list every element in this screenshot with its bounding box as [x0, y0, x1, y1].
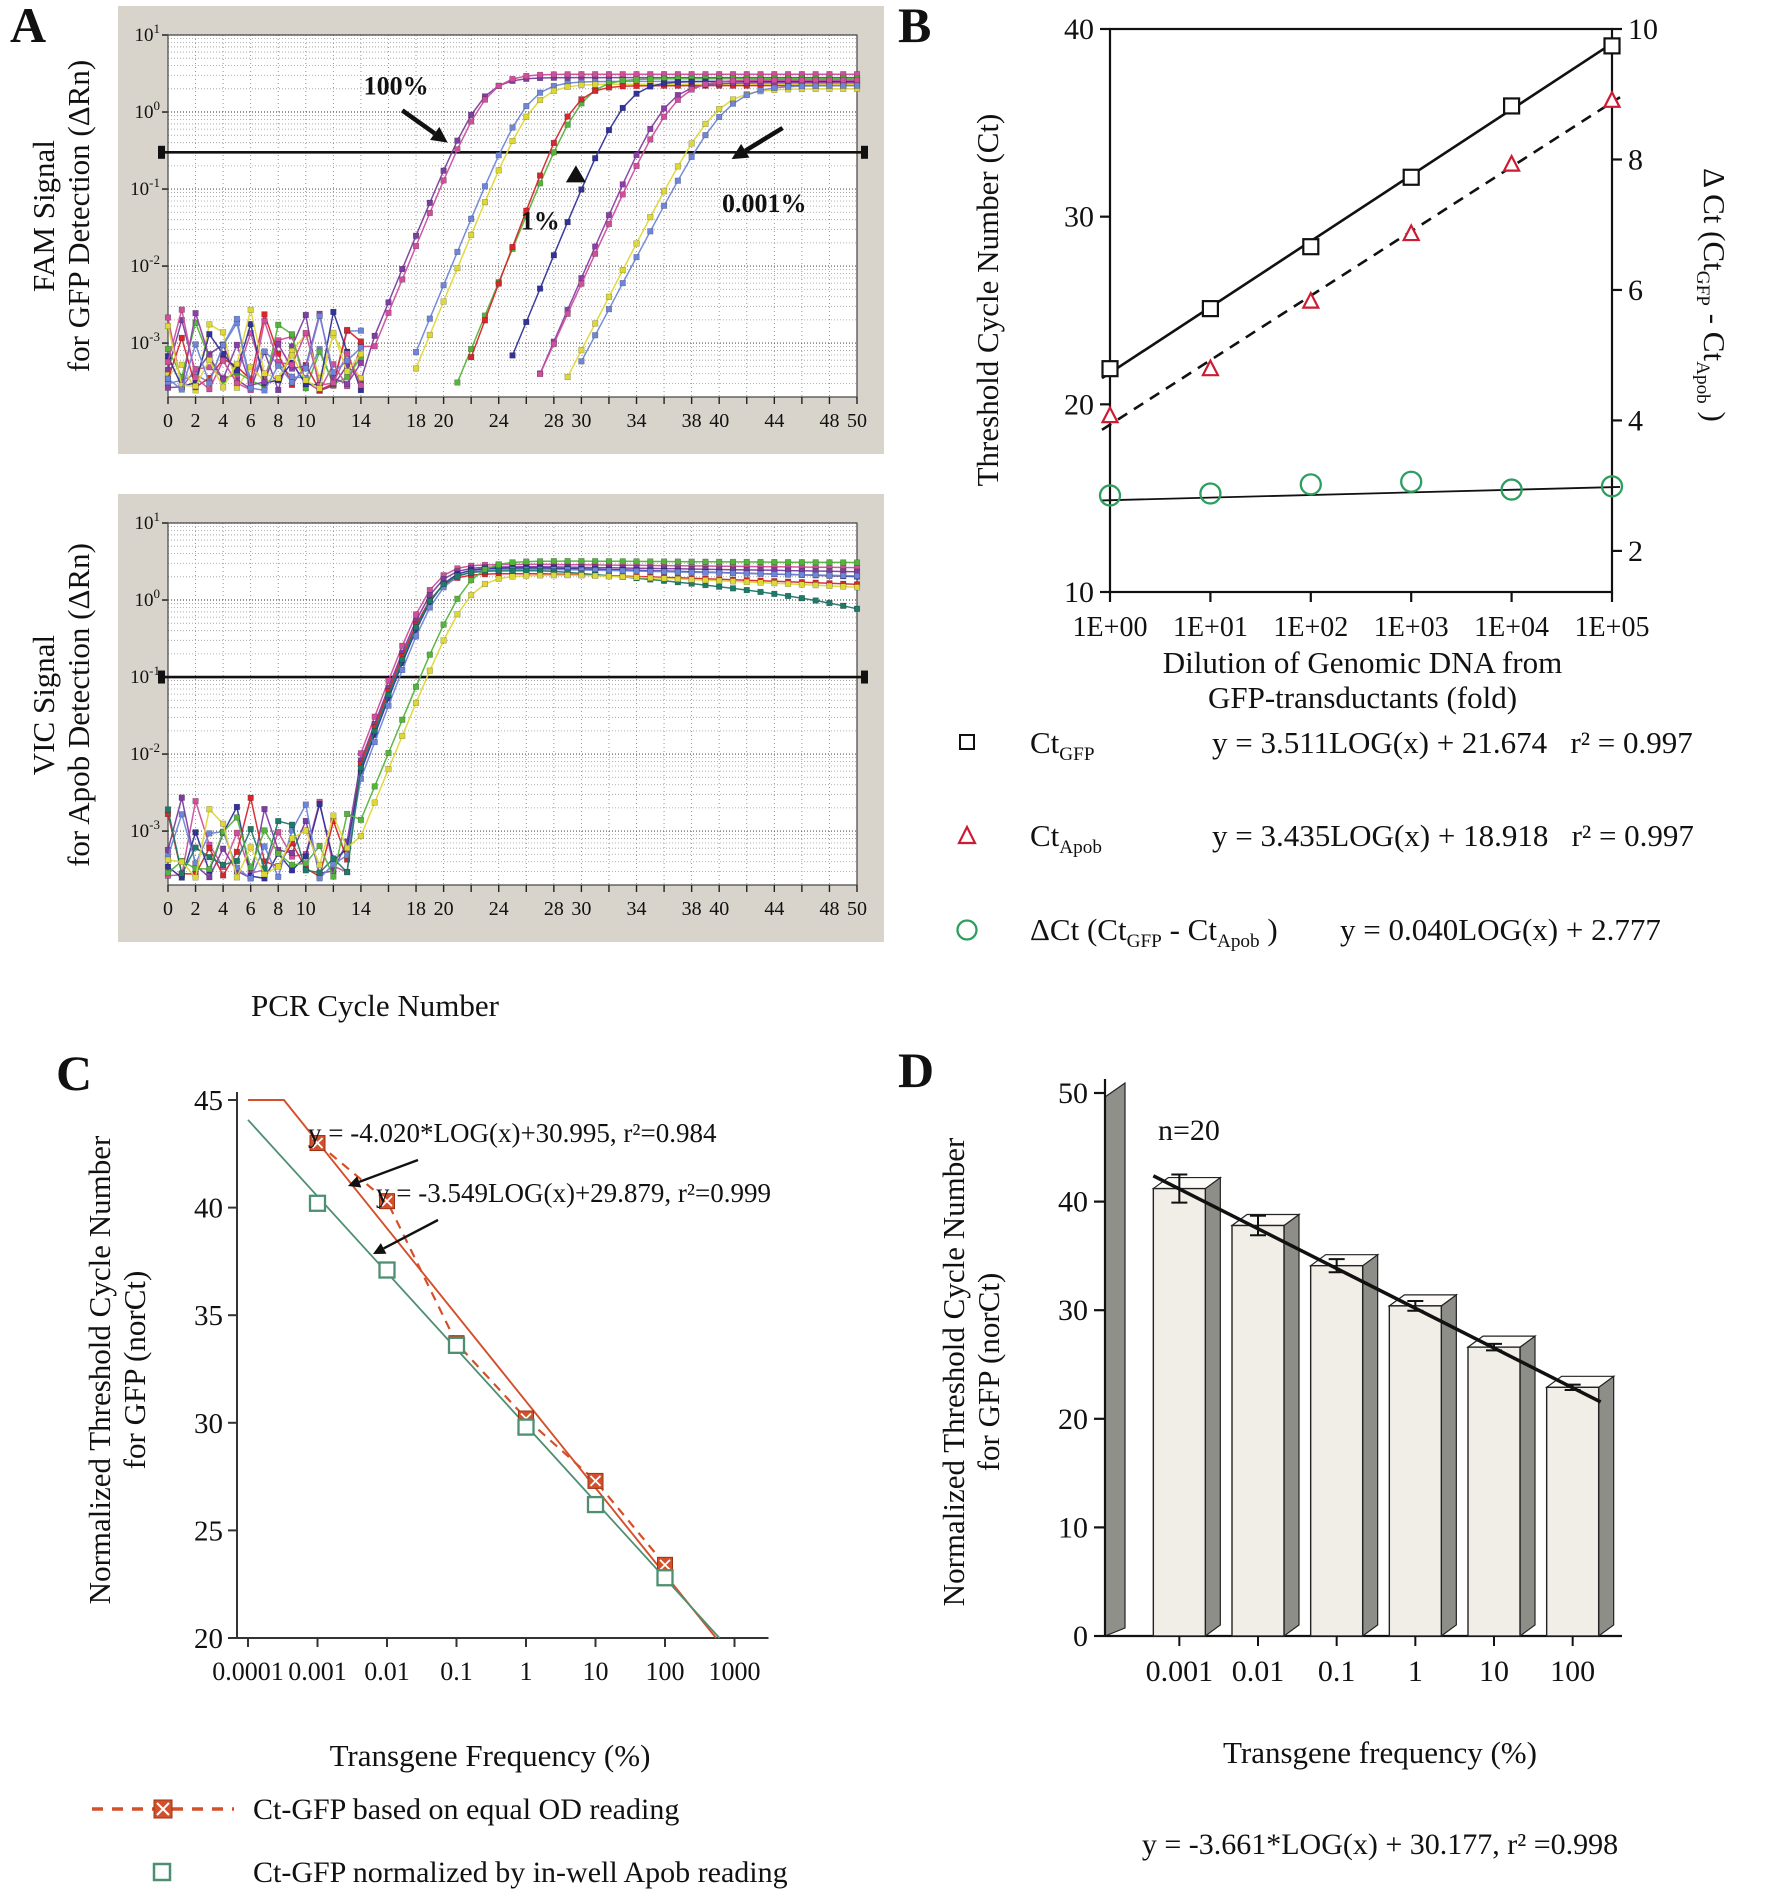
- open-green-square-icon: [148, 1858, 176, 1886]
- svg-text:8: 8: [273, 898, 284, 920]
- svg-text:10-2: $10^{-2}$: [130, 740, 160, 766]
- svg-text:48: 48: [819, 898, 840, 920]
- legend-row-ctapob: [940, 818, 1760, 858]
- svg-text:40: 40: [1058, 1185, 1088, 1219]
- svg-text:40: 40: [709, 410, 730, 432]
- panel-c-label: C: [56, 1045, 93, 1101]
- svg-text:10: 10: [1058, 1511, 1088, 1545]
- svg-text:10-3: $10^{-3}$: [130, 329, 160, 355]
- svg-text:35: 35: [194, 1300, 223, 1333]
- svg-text:40: 40: [1064, 13, 1094, 46]
- svg-text:100: $10^0$: [134, 586, 160, 612]
- svg-text:20: 20: [433, 898, 454, 920]
- svg-text:10: 10: [295, 410, 316, 432]
- ctgfp-open-square-icon: [952, 727, 982, 757]
- deltact-legend-label: ΔCt ($Ct_{GFP} - Ct_{Apob}$ ): [1030, 912, 1278, 953]
- deltact-equation: y = 0.040LOG(x) + 2.777: [1340, 912, 1661, 947]
- panel-b-x-axis-title: [1090, 645, 1635, 715]
- fam-ylabel-line2: for GFP Detection (ΔRn): [61, 59, 96, 373]
- vic-ylabel-line1: VIC Signal: [26, 634, 61, 776]
- panel-b-standard-curve-chart: [1040, 10, 1765, 660]
- svg-text:0.0001: 0.0001: [212, 1657, 284, 1686]
- deltact-open-circle-icon: [952, 914, 982, 944]
- svg-text:1000: 1000: [708, 1657, 761, 1686]
- svg-text:20: 20: [1058, 1402, 1088, 1436]
- svg-text:y = -4.020*LOG(x)+30.995, r²=0: y = -4.020*LOG(x)+30.995, r²=0.984: [308, 1118, 717, 1148]
- b-xlabel-line2: GFP-transductants (fold): [1207, 680, 1518, 715]
- svg-text:44: 44: [764, 898, 785, 920]
- panel-a-x-axis-title: PCR Cycle Number: [251, 988, 499, 1023]
- svg-text:1E+01: 1E+01: [1172, 612, 1248, 643]
- equal-od-legend-label: Ct-GFP based on equal OD reading: [253, 1793, 680, 1826]
- legend-row-ctgfp: [940, 725, 1760, 765]
- right-ylabel-pre: Δ Ct (Ct: [1697, 168, 1732, 271]
- svg-text:1E+02: 1E+02: [1273, 612, 1349, 643]
- svg-text:48: 48: [819, 410, 840, 432]
- svg-text:20: 20: [433, 410, 454, 432]
- dashed-line-crossed-square-icon: [88, 1795, 238, 1823]
- svg-text:10-3: $10^{-3}$: [130, 817, 160, 843]
- panel-a-vic-y-axis-title: [26, 475, 98, 935]
- svg-text:10: 10: [1064, 576, 1094, 609]
- svg-text:20: 20: [194, 1623, 223, 1655]
- svg-text:24: 24: [488, 410, 509, 432]
- svg-text:45: 45: [194, 1085, 223, 1117]
- svg-text:10: 10: [1628, 13, 1658, 46]
- svg-text:30: 30: [571, 898, 592, 920]
- panel-d-y-axis-title: [936, 1052, 1008, 1692]
- svg-text:24: 24: [488, 898, 509, 920]
- svg-text:6: 6: [1628, 273, 1643, 307]
- panel-b-right-y-axis-title: [1692, 0, 1732, 605]
- svg-text:100%: 100%: [363, 71, 429, 101]
- right-ylabel-sub2: Apob: [1691, 361, 1713, 404]
- svg-text:34: 34: [626, 898, 647, 920]
- svg-text:20: 20: [1064, 388, 1094, 422]
- apob-normalized-legend-label: Ct-GFP normalized by in-well Apob reading: [253, 1856, 788, 1889]
- svg-text:50: 50: [847, 410, 867, 432]
- svg-text:1E+03: 1E+03: [1373, 612, 1449, 643]
- d-ylabel-line1: Normalized Threshold Cycle Number: [936, 1137, 971, 1607]
- svg-text:10: 10: [1479, 1655, 1509, 1688]
- panel-a-vic-amplification-chart: [118, 494, 884, 942]
- svg-text:0: 0: [163, 410, 173, 432]
- svg-text:18: 18: [406, 410, 427, 432]
- ctgfp-legend-label: $Ct_{GFP}$: [1030, 725, 1095, 766]
- svg-text:1E+04: 1E+04: [1474, 612, 1550, 643]
- svg-text:2: 2: [1628, 534, 1643, 568]
- svg-text:28: 28: [543, 898, 564, 920]
- legend-row-deltact: [940, 912, 1760, 952]
- right-ylabel-post: ): [1697, 403, 1732, 422]
- svg-text:1: 1: [1407, 1655, 1423, 1688]
- svg-text:10-2: $10^{-2}$: [130, 252, 160, 278]
- svg-text:10: 10: [295, 898, 316, 920]
- svg-text:0.1: 0.1: [440, 1657, 473, 1686]
- svg-text:4: 4: [1628, 404, 1643, 438]
- svg-text:101: $10^1$: [134, 21, 160, 46]
- panel-c-y-axis-title: [82, 1050, 154, 1690]
- panel-a-fam-amplification-chart: [118, 6, 884, 454]
- svg-text:2: 2: [190, 898, 201, 920]
- panel-c-x-axis-title: Transgene Frequency (%): [329, 1738, 651, 1773]
- b-xlabel-line1: Dilution of Genomic DNA from: [1162, 645, 1563, 680]
- panel-d-x-axis-title: Transgene frequency (%): [1223, 1735, 1537, 1770]
- svg-text:50: 50: [1058, 1077, 1088, 1110]
- d-ylabel-line2: for GFP (norCt): [971, 1272, 1006, 1472]
- svg-text:14: 14: [350, 898, 371, 920]
- svg-text:n=20: n=20: [1158, 1114, 1220, 1147]
- panel-a-label: A: [10, 0, 47, 53]
- svg-text:30: 30: [1064, 200, 1094, 234]
- svg-text:6: 6: [245, 898, 256, 920]
- svg-text:0.01: 0.01: [1231, 1655, 1285, 1688]
- svg-text:38: 38: [681, 410, 702, 432]
- svg-text:y = -3.549LOG(x)+29.879, r²=0.: y = -3.549LOG(x)+29.879, r²=0.999: [376, 1178, 771, 1208]
- svg-text:10: 10: [582, 1657, 609, 1686]
- c-ylabel-line1: Normalized Threshold Cycle Number: [82, 1135, 117, 1605]
- svg-text:4: 4: [218, 410, 229, 432]
- svg-text:0: 0: [163, 898, 173, 920]
- svg-text:44: 44: [764, 410, 785, 432]
- ctgfp-equation: y = 3.511LOG(x) + 21.674 r² = 0.997: [1212, 725, 1693, 760]
- svg-text:50: 50: [847, 898, 867, 920]
- svg-text:1: 1: [519, 1657, 533, 1686]
- svg-text:1E+05: 1E+05: [1574, 612, 1650, 643]
- svg-text:8: 8: [1628, 143, 1643, 177]
- right-ylabel-mid: - Ct: [1697, 305, 1732, 362]
- svg-text:25: 25: [194, 1515, 223, 1548]
- panel-c-norct-chart: [180, 1070, 840, 1710]
- svg-text:2: 2: [190, 410, 201, 432]
- svg-text:38: 38: [681, 898, 702, 920]
- svg-text:0.001: 0.001: [288, 1657, 347, 1686]
- svg-text:0.01: 0.01: [364, 1657, 410, 1686]
- svg-text:1%: 1%: [520, 206, 560, 236]
- svg-text:100: 100: [1550, 1655, 1596, 1688]
- panel-d-bar-chart: [1040, 1068, 1765, 1708]
- svg-text:1E+00: 1E+00: [1072, 612, 1148, 643]
- svg-text:18: 18: [406, 898, 427, 920]
- ctapob-open-triangle-icon: [952, 820, 982, 850]
- svg-text:0: 0: [1073, 1620, 1088, 1653]
- legend-row-equal-od: [88, 1793, 988, 1833]
- svg-text:40: 40: [709, 898, 730, 920]
- svg-text:4: 4: [218, 898, 229, 920]
- svg-text:10-1: $10^{-1}$: [130, 663, 160, 689]
- svg-text:0.001: 0.001: [1145, 1655, 1214, 1688]
- vic-ylabel-line2: for Apob Detection (ΔRn): [61, 543, 96, 867]
- svg-text:101: $10^1$: [134, 509, 160, 534]
- legend-row-apob-normalized: [88, 1856, 988, 1896]
- svg-text:30: 30: [194, 1407, 223, 1440]
- svg-text:100: 100: [645, 1657, 685, 1686]
- c-ylabel-line2: for GFP (norCt): [117, 1270, 152, 1470]
- panel-b-left-y-axis-title: Threshold Cycle Number (Ct): [970, 113, 1005, 487]
- ctapob-equation: y = 3.435LOG(x) + 18.918 r² = 0.997: [1212, 818, 1694, 853]
- svg-text:8: 8: [273, 410, 284, 432]
- svg-text:30: 30: [1058, 1294, 1088, 1328]
- svg-text:10-1: $10^{-1}$: [130, 175, 160, 201]
- svg-text:100: $10^0$: [134, 98, 160, 124]
- svg-text:40: 40: [194, 1192, 223, 1225]
- svg-text:28: 28: [543, 410, 564, 432]
- panel-a-fam-y-axis-title: [26, 0, 98, 446]
- panel-b-label: B: [898, 0, 932, 53]
- svg-text:14: 14: [350, 410, 371, 432]
- right-ylabel-sub1: GFP: [1691, 270, 1713, 306]
- svg-text:34: 34: [626, 410, 647, 432]
- svg-text:0.1: 0.1: [1317, 1655, 1356, 1688]
- svg-text:0.001%: 0.001%: [721, 189, 807, 219]
- panel-d-fit-equation: y = -3.661*LOG(x) + 30.177, r² =0.998: [1141, 1828, 1619, 1861]
- svg-text:30: 30: [571, 410, 592, 432]
- fam-ylabel-line1: FAM Signal: [26, 140, 61, 292]
- ctapob-legend-label: $Ct_{Apob}$: [1030, 818, 1102, 859]
- panel-d-label: D: [898, 1042, 935, 1098]
- svg-text:6: 6: [245, 410, 256, 432]
